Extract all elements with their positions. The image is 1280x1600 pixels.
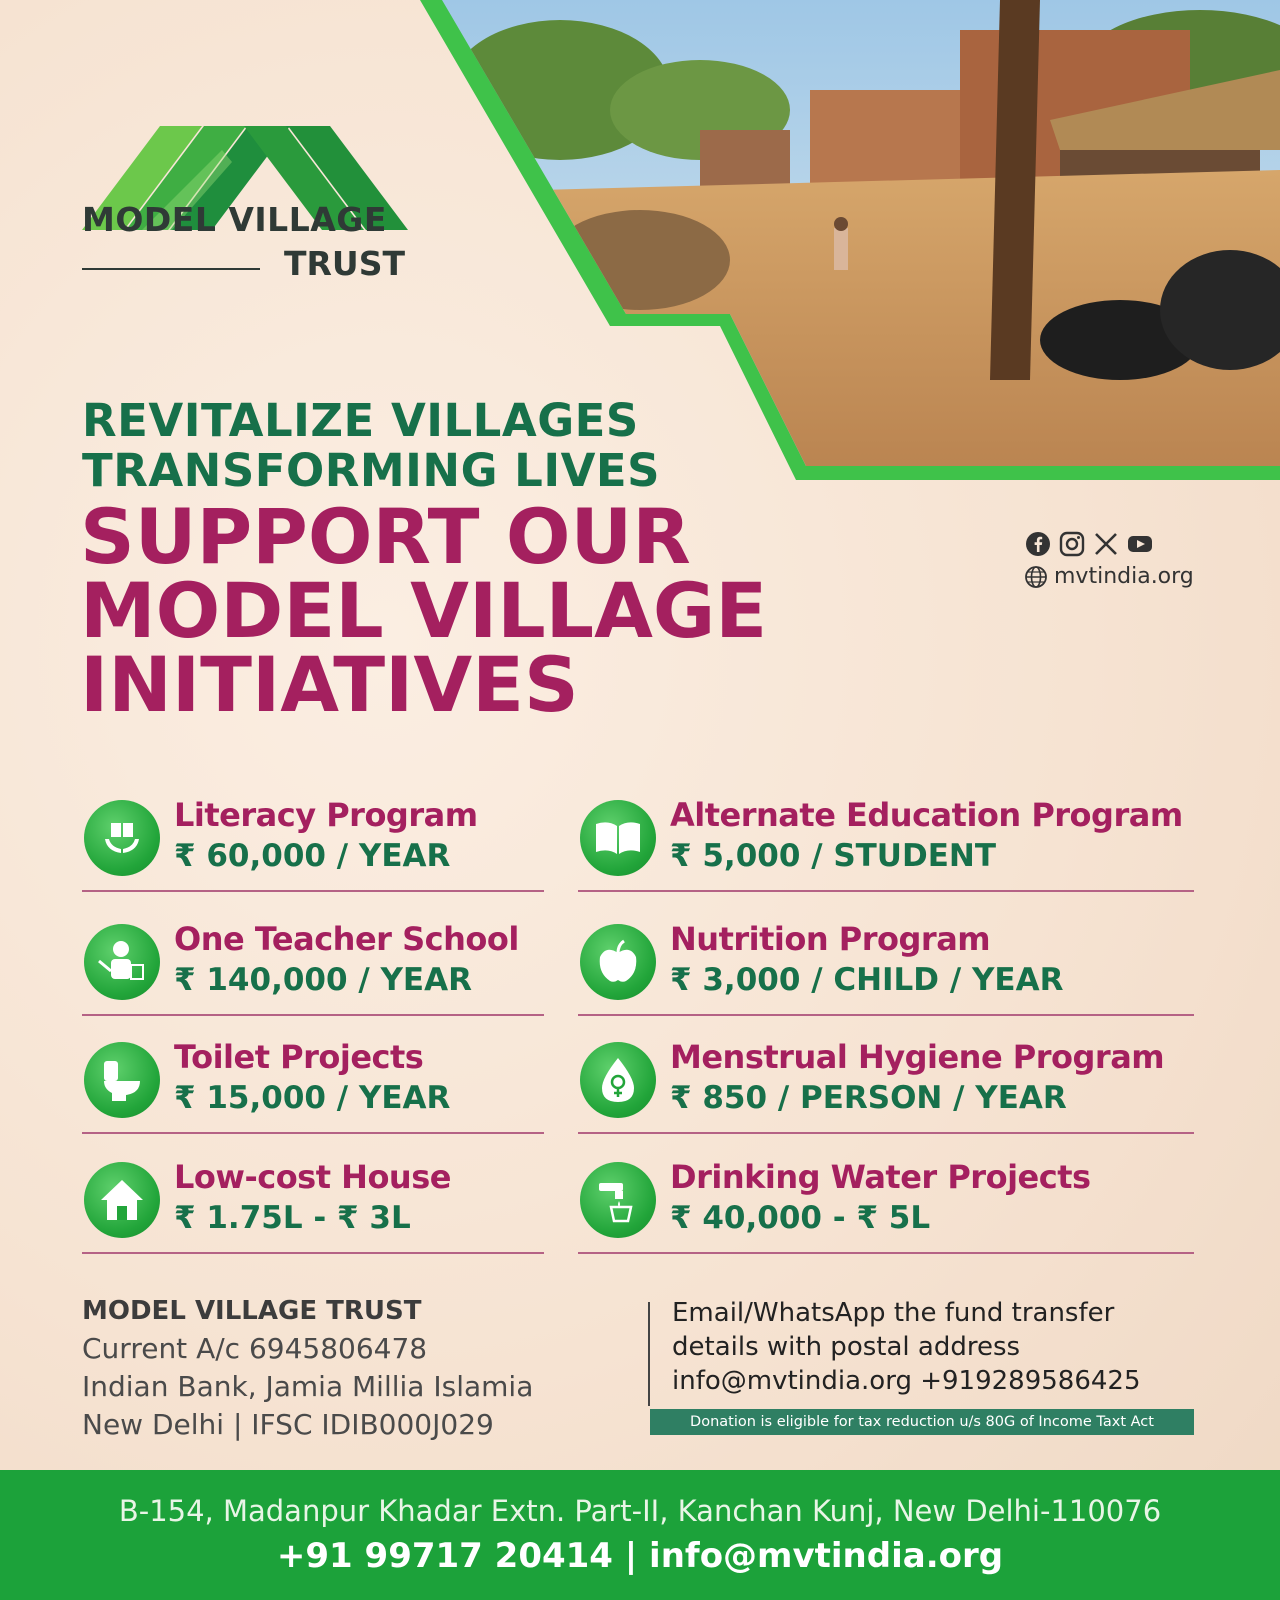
teacher-icon <box>84 924 160 1000</box>
globe-icon <box>1024 565 1048 589</box>
program-cost: ₹ 140,000 / YEAR <box>174 962 472 998</box>
bank-branch: Indian Bank, Jamia Millia Islamia <box>82 1370 534 1403</box>
program-cost: ₹ 3,000 / CHILD / YEAR <box>670 962 1064 998</box>
toilet-icon <box>84 1042 160 1118</box>
logo-name-line2: TRUST <box>284 244 405 283</box>
main-headline-line1: SUPPORT OUR <box>80 492 691 581</box>
bank-ifsc: New Delhi | IFSC IDIB000J029 <box>82 1408 494 1441</box>
website-text: mvtindia.org <box>1054 564 1194 589</box>
bank-details <box>82 1296 533 1444</box>
instagram-icon[interactable] <box>1058 530 1086 558</box>
program-alternate-education <box>578 786 1194 892</box>
program-low-cost-house <box>82 1148 544 1254</box>
footer-contact[interactable]: +91 99717 20414 | info@mvtindia.org <box>276 1536 1004 1576</box>
water-tap-icon <box>580 1162 656 1238</box>
apple-icon <box>580 924 656 1000</box>
female-drop-icon <box>580 1042 656 1118</box>
youtube-icon[interactable] <box>1126 530 1154 558</box>
program-cost: ₹ 40,000 - ₹ 5L <box>670 1200 931 1236</box>
program-drinking-water <box>578 1148 1194 1254</box>
main-headline <box>80 492 768 729</box>
main-headline-line3: INITIATIVES <box>80 640 579 729</box>
program-one-teacher-school <box>82 910 544 1016</box>
info-line1: Email/WhatsApp the fund transfer <box>672 1298 1115 1328</box>
facebook-icon[interactable] <box>1024 530 1052 558</box>
logo-name-line1: MODEL VILLAGE <box>82 200 387 239</box>
info-divider <box>648 1302 650 1406</box>
tagline <box>82 396 660 496</box>
logo-divider <box>82 268 260 270</box>
website-link[interactable] <box>1024 564 1194 589</box>
program-cost: ₹ 15,000 / YEAR <box>174 1080 451 1116</box>
program-cost: ₹ 60,000 / YEAR <box>174 838 451 874</box>
bank-account-name: MODEL VILLAGE TRUST <box>82 1296 422 1326</box>
house-icon <box>84 1162 160 1238</box>
program-literacy <box>82 786 544 892</box>
program-cost: ₹ 1.75L - ₹ 3L <box>174 1200 411 1236</box>
hands-book-icon <box>84 800 160 876</box>
program-name: Low-cost House <box>174 1158 451 1196</box>
tax-note-badge: Donation is eligible for tax reduction u/s 80G of Income Taxt Act <box>650 1409 1194 1435</box>
info-line3[interactable]: info@mvtindia.org +919289586425 <box>672 1366 1141 1396</box>
tagline-line2: TRANSFORMING LIVES <box>82 444 661 497</box>
program-name: Nutrition Program <box>670 920 991 958</box>
program-name: Toilet Projects <box>174 1038 424 1076</box>
social-links <box>1024 530 1154 558</box>
program-name: Alternate Education Program <box>670 796 1183 834</box>
x-icon[interactable] <box>1092 530 1120 558</box>
main-headline-line2: MODEL VILLAGE <box>80 566 768 655</box>
program-cost: ₹ 5,000 / STUDENT <box>670 838 996 874</box>
program-name: Literacy Program <box>174 796 478 834</box>
program-menstrual-hygiene <box>578 1028 1194 1134</box>
footer <box>0 1470 1280 1600</box>
program-name: One Teacher School <box>174 920 519 958</box>
bank-account-number: Current A/c 6945806478 <box>82 1332 428 1365</box>
program-name: Drinking Water Projects <box>670 1158 1091 1196</box>
program-nutrition <box>578 910 1194 1016</box>
program-cost: ₹ 850 / PERSON / YEAR <box>670 1080 1067 1116</box>
program-toilet <box>82 1028 544 1134</box>
tagline-line1: REVITALIZE VILLAGES <box>82 394 639 447</box>
info-line2: details with postal address <box>672 1332 1021 1362</box>
footer-address: B-154, Madanpur Khadar Extn. Part-II, Kanchan Kunj, New Delhi-110076 <box>118 1494 1162 1528</box>
open-book-icon <box>580 800 656 876</box>
program-name: Menstrual Hygiene Program <box>670 1038 1165 1076</box>
